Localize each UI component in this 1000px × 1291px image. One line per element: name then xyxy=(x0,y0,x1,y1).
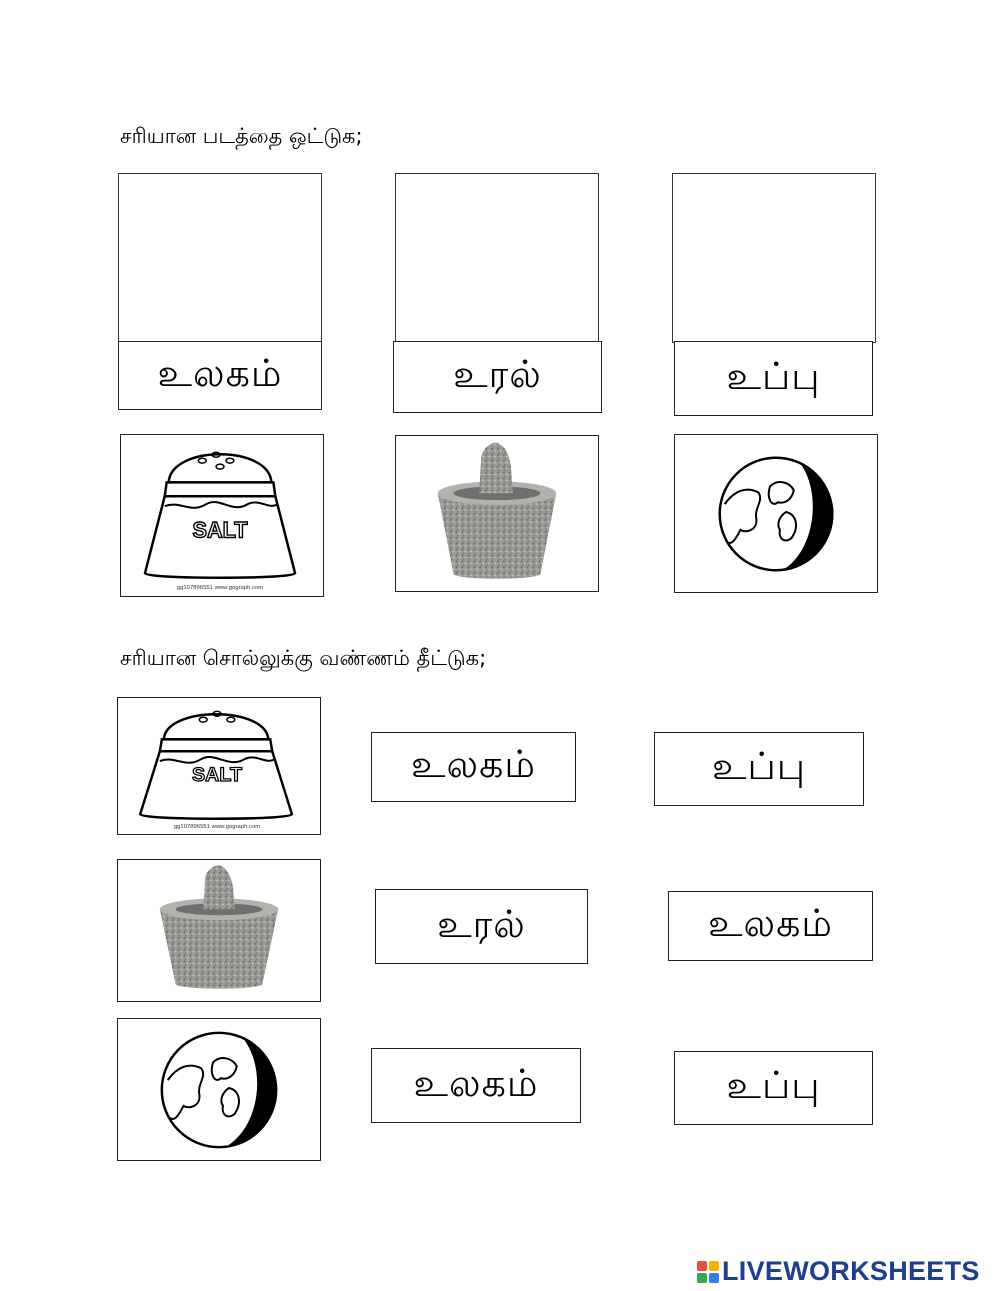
earth-globe-icon xyxy=(675,435,877,592)
drop-box-3[interactable] xyxy=(672,173,876,343)
row1-option-1[interactable]: உலகம் xyxy=(371,732,576,802)
salt-text: SALT xyxy=(192,517,248,543)
earth-picture[interactable] xyxy=(674,434,878,593)
salt-shaker-icon xyxy=(118,698,320,834)
row2-option-2[interactable]: உலகம் xyxy=(668,891,873,961)
mortar-pestle-icon xyxy=(118,860,320,1001)
brand-name: LIVEWORKSHEETS xyxy=(722,1256,980,1286)
mortar-picture[interactable] xyxy=(395,435,599,592)
row2-mortar-picture xyxy=(117,859,321,1002)
row2-option-1[interactable]: உரல் xyxy=(375,889,588,964)
salt-text: SALT xyxy=(192,763,243,786)
salt-shaker-picture[interactable] xyxy=(120,434,324,597)
drop-box-1[interactable] xyxy=(118,173,322,343)
row1-option-2[interactable]: உப்பு xyxy=(654,732,864,806)
drop-box-2[interactable] xyxy=(395,173,599,343)
salt-caption: gg107896551 www.gograph.com xyxy=(173,824,261,831)
brand-logo-icon xyxy=(697,1261,719,1283)
word-label-2: உரல் xyxy=(393,341,602,413)
liveworksheets-logo xyxy=(697,1256,980,1287)
row3-earth-picture xyxy=(117,1018,321,1161)
row1-salt-picture xyxy=(117,697,321,835)
row3-option-2[interactable]: உப்பு xyxy=(674,1051,873,1125)
instruction-paste: சரியான படத்தை ஒட்டுக; xyxy=(120,124,363,148)
instruction-color: சரியான சொல்லுக்கு வண்ணம் தீட்டுக; xyxy=(120,646,487,670)
word-label-1: உலகம் xyxy=(118,341,322,410)
salt-shaker-icon xyxy=(121,435,323,596)
salt-caption: gg107896551 www.gograph.com xyxy=(176,585,264,592)
word-label-3: உப்பு xyxy=(674,341,873,416)
row3-option-1[interactable]: உலகம் xyxy=(371,1048,581,1123)
earth-globe-icon xyxy=(118,1019,320,1160)
mortar-pestle-icon xyxy=(396,436,598,591)
